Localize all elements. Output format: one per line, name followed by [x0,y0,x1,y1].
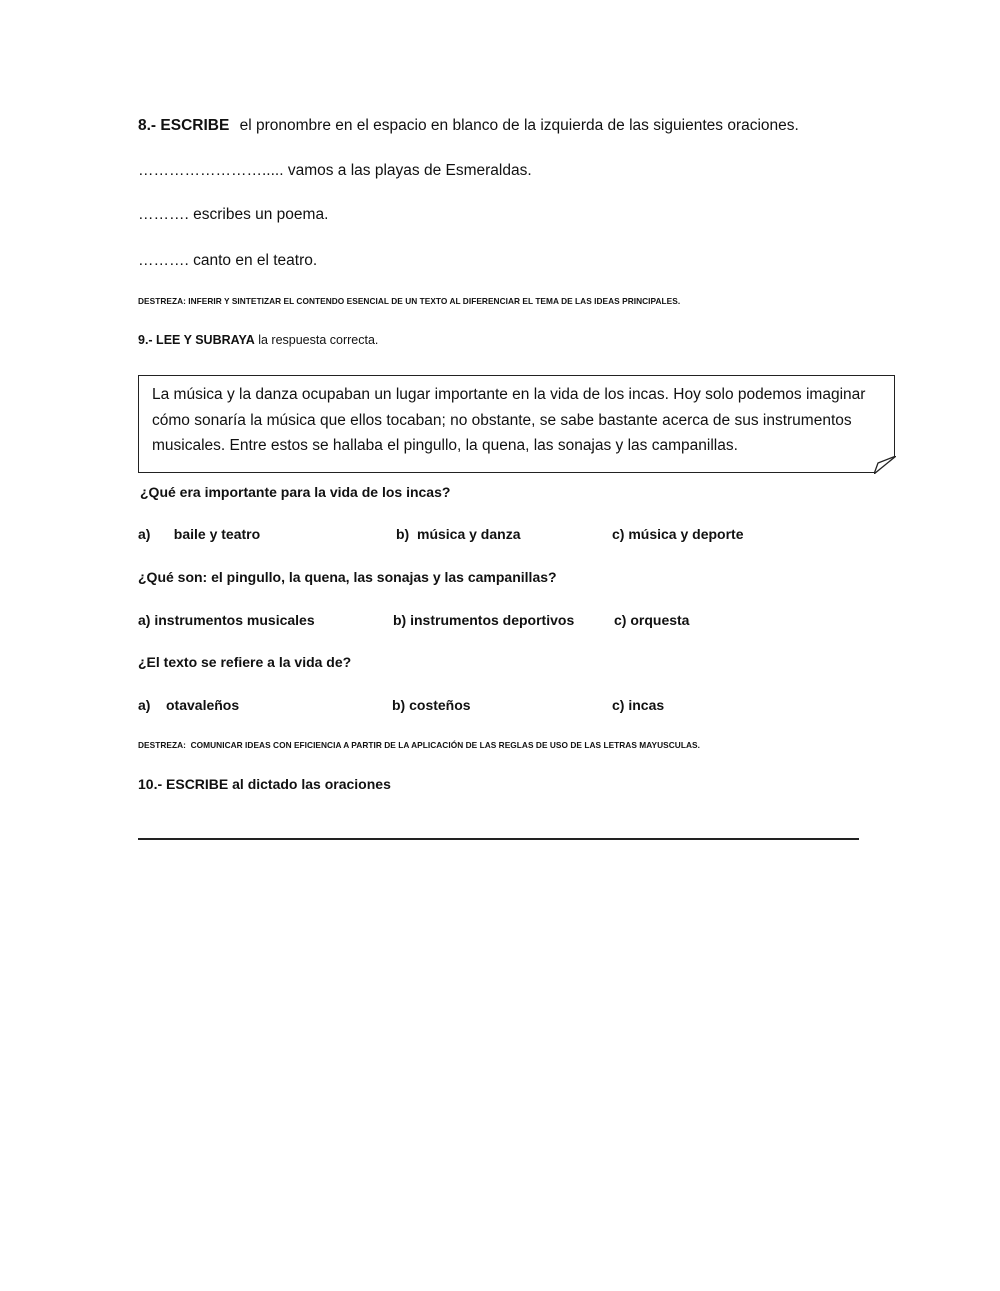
q10-heading: 10.- ESCRIBE al dictado las oraciones [138,776,391,792]
question-2: ¿Qué son: el pingullo, la quena, las sonajas y las campanillas? [138,569,557,585]
q3-option-a[interactable]: a) otavaleños [138,697,240,713]
q8-instruction: el pronombre en el espacio en blanco de la izquierda de las siguientes oraciones. [239,117,799,134]
q1-option-c[interactable]: c) música y deporte [612,526,744,542]
question-3: ¿El texto se refiere a la vida de? [138,654,352,670]
q8-line-1[interactable]: ……………………..... vamos a las playas de Esmeraldas. [138,162,532,179]
q9-number: 9.- LEE Y SUBRAYA [138,333,255,347]
q1-option-a[interactable]: a) baile y teatro [138,526,261,542]
q3-option-c[interactable]: c) incas [612,697,665,713]
destreza-2: DESTREZA: COMUNICAR IDEAS CON EFICIENCIA A PARTIR DE LA APLICACIÓN DE LAS REGLAS DE USO DE LAS LETRAS MAYUSCULAS. [138,740,700,750]
q2-option-c[interactable]: c) orquesta [614,612,690,628]
q8-number: 8.- ESCRIBE [138,117,230,134]
reading-passage-box [138,375,895,473]
q9-instruction: la respuesta correcta. [258,333,379,347]
dictation-answer-line[interactable] [138,838,859,840]
q9-heading [138,333,378,347]
q3-option-b[interactable]: b) costeños [392,697,471,713]
q8-line-3[interactable]: ………. canto en el teatro. [138,252,318,269]
q8-line-2[interactable]: ………. escribes un poema. [138,206,329,223]
q8-heading [138,117,799,135]
q2-option-b[interactable]: b) instrumentos deportivos [393,612,575,628]
reading-passage: La música y la danza ocupaban un lugar importante en la vida de los incas. Hoy solo podemos imaginar cómo sonaría la música que ellos tocaban; no obstante, se sabe bastante acerca de sus instrumentos musicales. Entre estos se hallaba el pingullo, la quena, las sonajas y las campanillas. [152,386,866,454]
question-1: ¿Qué era importante para la vida de los incas? [140,484,451,500]
page-fold-icon [874,456,896,474]
destreza-1: DESTREZA: INFERIR Y SINTETIZAR EL CONTENDO ESENCIAL DE UN TEXTO AL DIFERENCIAR EL TEMA DE LAS IDEAS PRINCIPALES. [138,296,681,306]
q1-option-b[interactable]: b) música y danza [396,526,521,542]
q2-option-a[interactable]: a) instrumentos musicales [138,612,315,628]
